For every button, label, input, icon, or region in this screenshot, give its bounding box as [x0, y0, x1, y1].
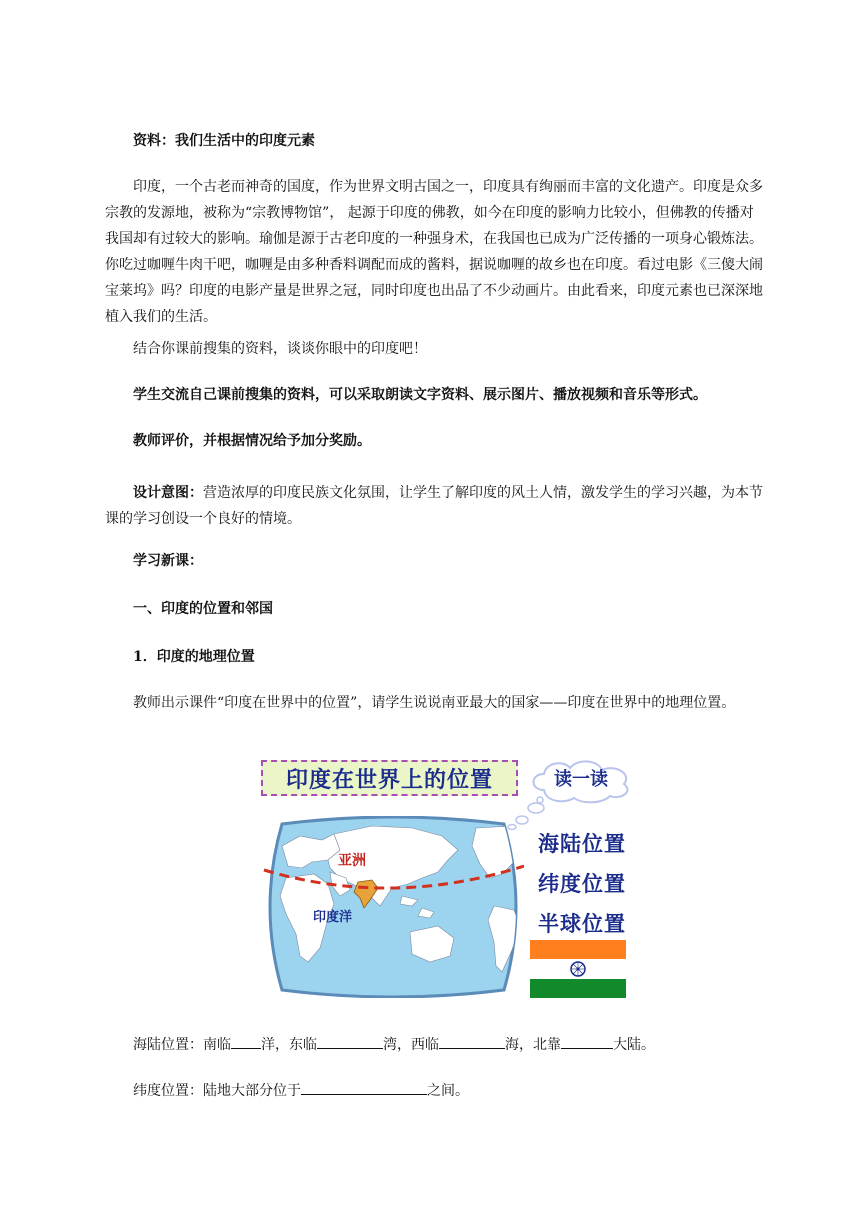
world-map-icon [262, 816, 524, 998]
india-flag-icon [530, 940, 626, 998]
fill-text: 海，北靠 [505, 1037, 561, 1053]
blank-bay[interactable] [317, 1034, 383, 1049]
blank-latitude[interactable] [301, 1080, 427, 1095]
label-indian-ocean: 印度洋 [313, 910, 353, 925]
fill-text: 洋，东临 [261, 1037, 317, 1053]
fill-text: 之间。 [427, 1083, 469, 1099]
fill-text: 大陆。 [613, 1037, 655, 1053]
blank-ocean[interactable] [231, 1034, 261, 1049]
india-location-figure [258, 756, 636, 1002]
option-sea-land: 海陆位置 [538, 832, 626, 856]
fill-in-latitude-position [105, 1078, 763, 1104]
paragraph-courseware: 教师出示课件“印度在世界中的位置”，请学生说说南亚最大的国家——印度在世界中的地理位置。 [133, 695, 736, 711]
paragraph-students: 学生交流自己课前搜集的资料，可以采取朗读文字资料、展示图片、播放视频和音乐等形式。 [133, 387, 707, 403]
fill-text: 纬度位置：陆地大部分位于 [133, 1083, 301, 1099]
paragraph-intro: 印度，一个古老而神奇的国度，作为世界文明古国之一，印度具有绚丽而丰富的文化遗产。印度是众多宗教的发源地，被称为“宗教博物馆”， 起源于印度的佛教，如今在印度的影响力比较小，但佛教的传播对我国却有过较大的影响。瑜伽是源于古老印度的一种强身术，在我国也已成为广泛传播的一项身心锻炼法。你吃过咖喱牛肉干吧，咖喱是由多种香料调配而成的酱料，据说咖喱的故乡也在印度。看过电影《三傻大闹宝莱坞》吗？印度的电影产量是世界之冠，同时印度也出品了不少动画片。由此看来，印度元素也已深深地植入我们的生活。 [105, 179, 763, 325]
heading-subsection-1: 1．印度的地理位置 [133, 649, 255, 665]
fill-text: 海陆位置：南临 [133, 1037, 231, 1053]
option-latitude: 纬度位置 [538, 872, 626, 896]
paragraph-design-intent [105, 480, 763, 532]
heading-section-1: 一、印度的位置和邻国 [133, 601, 273, 617]
heading-material: 资料：我们生活中的印度元素 [133, 133, 315, 149]
design-text: 营造浓厚的印度民族文化氛围，让学生了解印度的风土人情，激发学生的学习兴趣，为本节课的学习创设一个良好的情境。 [105, 485, 763, 527]
design-label: 设计意图： [133, 485, 203, 501]
figure-title: 印度在世界上的位置 [285, 767, 493, 793]
blank-continent[interactable] [561, 1034, 613, 1049]
fill-in-sea-land-position [105, 1032, 763, 1058]
figure-title-box [261, 760, 518, 796]
paragraph-teacher: 教师评价，并根据情况给予加分奖励。 [133, 433, 371, 449]
fill-text: 湾，西临 [383, 1037, 439, 1053]
heading-new-lesson: 学习新课： [133, 553, 203, 569]
cloud-label: 读一读 [554, 769, 608, 790]
label-asia: 亚洲 [338, 853, 366, 869]
option-hemisphere: 半球位置 [538, 912, 626, 936]
blank-sea[interactable] [439, 1034, 505, 1049]
paragraph-prompt: 结合你课前搜集的资料，谈谈你眼中的印度吧！ [133, 341, 427, 357]
